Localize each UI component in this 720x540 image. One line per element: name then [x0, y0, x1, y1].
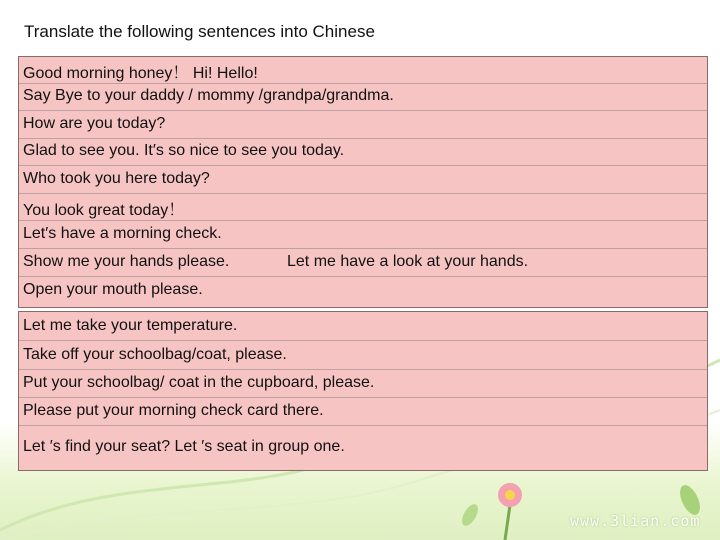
- sentence-row: [19, 343, 707, 370]
- sentence-text: Take off your schoolbag/coat, please.: [23, 346, 287, 363]
- sentence-list-1: [18, 56, 708, 308]
- sentence-text: You look great today！: [23, 202, 185, 219]
- sentence-row: [19, 399, 707, 426]
- sentence-text: Say Bye to your daddy / mommy /grandpa/grandma.: [23, 87, 394, 104]
- sentence-row: [19, 250, 707, 277]
- sentence-text: Good morning honey！ Hi! Hello!: [23, 65, 258, 82]
- sentence-row: [19, 194, 707, 221]
- sentence-text: Please put your morning check card there.: [23, 402, 324, 419]
- sentence-row: [19, 435, 707, 462]
- sentence-row: [19, 139, 707, 166]
- flower-icon: [498, 483, 522, 540]
- sentence-list-2: [18, 311, 708, 471]
- sentence-text: Glad to see you. It′s so nice to see you today.: [23, 142, 345, 159]
- sentence-row: [19, 167, 707, 194]
- sentence-text: How are you today?: [23, 115, 166, 132]
- sentence-text: Let ′s find your seat? Let ′s seat in group one.: [23, 438, 345, 455]
- sentence-row: [19, 312, 707, 341]
- watermark: www.3lian.com: [570, 512, 701, 530]
- sentence-row: [19, 112, 707, 139]
- sentence-row: [19, 222, 707, 249]
- sentence-row: [19, 278, 707, 305]
- sentence-text: Let′s have a morning check.: [23, 225, 222, 242]
- sentence-text-secondary: Let me have a look at your hands.: [287, 253, 529, 270]
- sentence-text: Let me take your temperature.: [23, 317, 238, 334]
- sentence-text: Show me your hands please.: [23, 253, 230, 270]
- sentence-row: [19, 57, 707, 84]
- sentence-text: Who took you here today?: [23, 170, 210, 187]
- sentence-row: [19, 371, 707, 398]
- sentence-text: Open your mouth please.: [23, 281, 203, 298]
- sentence-text: Put your schoolbag/ coat in the cupboard, please.: [23, 374, 375, 391]
- page-title: Translate the following sentences into Chinese: [24, 22, 375, 41]
- sentence-row: [19, 84, 707, 111]
